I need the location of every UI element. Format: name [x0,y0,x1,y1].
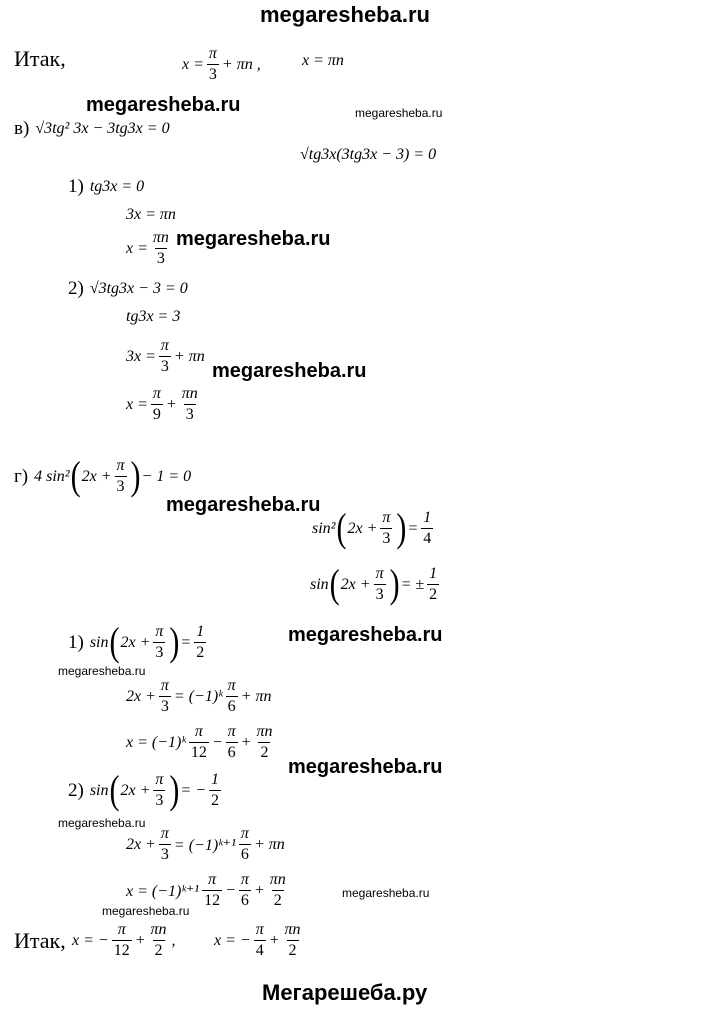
watermark: megaresheba.ru [288,756,443,778]
watermark-bottom: Мегарешеба.ру [262,980,428,1005]
watermark-top: megaresheba.ru [260,2,430,27]
watermark: megaresheba.ru [212,360,367,382]
part-v-factored: √ tg3x(3tg3x − 3) = 0 [300,146,437,163]
part-g-equation: г) 4 sin² ( 2x + $\frac{\pi}{3}$ ) − 1 = 0 [14,453,192,499]
part-g-step-sin: sin ( 2x + $\frac{\pi}{3}$ ) = ± $\frac{1}{2}$ [310,561,438,607]
part-v-case1-x: x = $\frac{\pi n}{3}$ [126,229,169,267]
part-v-case1-step: 3x = πn [126,206,176,223]
part-g-case2-x: x = (−1)ᵏ⁺¹ $\frac{\pi}{12}$ − $\frac{\pi}{6}$ + $\frac{\pi n}{2}$ [126,871,286,909]
watermark: megaresheba.ru [288,624,443,646]
part-g-case1-x: x = (−1)ᵏ $\frac{\pi}{12}$ − $\frac{\pi}{6}$ + $\frac{\pi n}{2}$ [126,723,273,761]
part-v-case2-eq: 2) √ 3tg3x − 3 = 0 [68,278,188,299]
conclusion-g-formula-1: x = − $\frac{\pi}{12}$ + $\frac{\pi n}{2}$ , [72,921,176,959]
part-g-step-sin2: sin² ( 2x + $\frac{\pi}{3}$ ) = $\frac{1}{4}$ [312,505,432,551]
conclusion-word-b: Итак, [14,46,66,71]
part-v-equation: в) √ 3tg² 3x − 3tg3x = 0 [14,118,170,139]
part-g-case1-eq: 1) sin ( 2x + $\frac{\pi}{3}$ ) = $\frac{1}{2}$ [68,619,205,665]
watermark-small: megaresheba.ru [102,904,190,918]
watermark-small: megaresheba.ru [342,886,430,900]
watermark-small: megaresheba.ru [58,816,146,830]
conclusion-b-formula-2: x = πn [302,52,344,69]
watermark: megaresheba.ru [86,94,241,116]
part-g-case1-step: 2x + $\frac{\pi}{3}$ = (−1)ᵏ $\frac{\pi}{6}$ + πn [126,677,272,715]
part-v-case1-eq: 1) tg3x = 0 [68,176,145,197]
watermark: megaresheba.ru [166,494,321,516]
part-v-case2-x: x = $\frac{\pi}{9}$ + $\frac{\pi n}{3}$ [126,385,198,423]
conclusion-word-g: Итак, [14,928,66,953]
part-g-case2-eq: 2) sin ( 2x + $\frac{\pi}{3}$ ) = − $\frac{1}{2}$ [68,767,220,813]
part-g-case2-step: 2x + $\frac{\pi}{3}$ = (−1)ᵏ⁺¹ $\frac{\pi}{6}$ + πn [126,825,285,863]
watermark-small: megaresheba.ru [58,664,146,678]
part-v-case2-step1: tg3x = 3 [126,308,181,325]
conclusion-b-formula-1: x = $\frac{\pi}{3}$ + πn , [182,45,261,83]
part-v-case2-step2: 3x = $\frac{\pi}{3}$ + πn [126,337,205,375]
conclusion-g-formula-2: x = − $\frac{\pi}{4}$ + $\frac{\pi n}{2}$ [214,921,301,959]
watermark: megaresheba.ru [176,228,331,250]
watermark-small: megaresheba.ru [355,106,443,120]
